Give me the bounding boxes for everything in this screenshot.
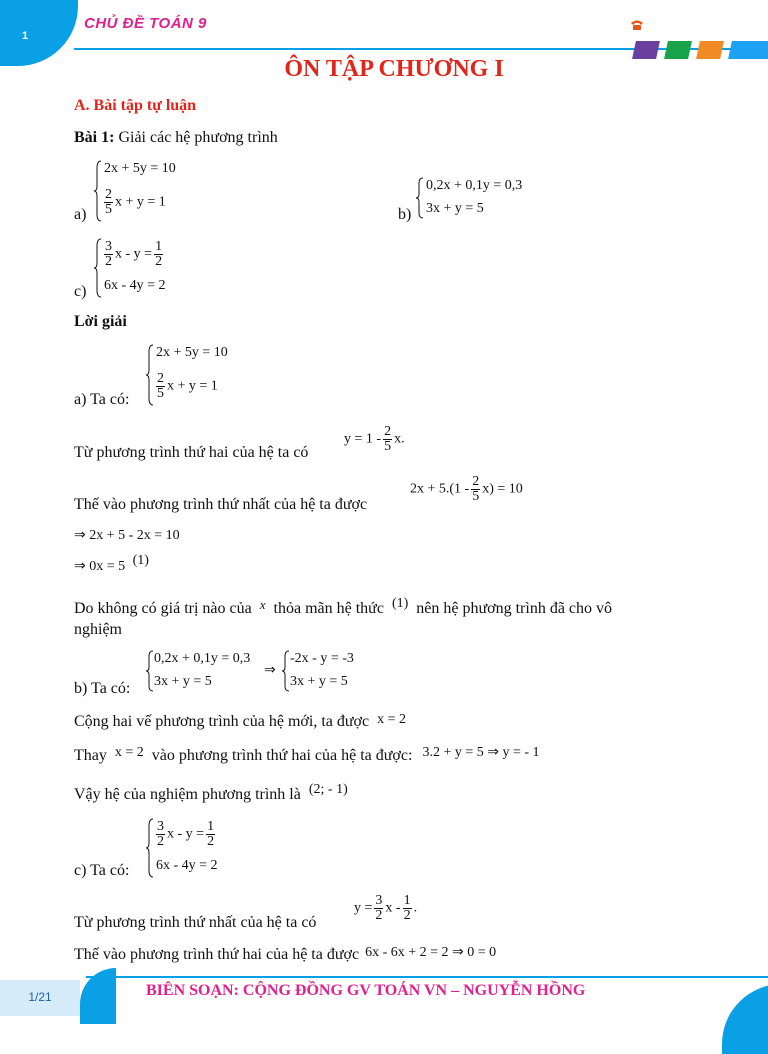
solution-a-conclusion-2: nghiệm [74,621,122,638]
solution-a-eq2: $\frac{2}{5}$ x + y = 1 [157,371,218,401]
solution-a-step4: ⇒ 0x = 5 (1) [74,553,149,574]
solution-c-step2: Thế vào phương trình thứ hai của hệ ta được 6x - 6x + 2 = 2 ⇒ 0 = 0 [74,945,497,963]
fraction: $\frac{1}{2}$ [403,893,411,923]
solution-c-eq2: 6x - 4y = 2 [156,858,218,873]
bai1-text: Giải các hệ phương trình [118,129,278,146]
problem-b-eq2: 3x + y = 5 [426,201,484,216]
solution-c-step1-math: y = $\frac{3}{2}$ x - $\frac{1}{2}$ . [354,893,418,923]
solution-a-step2: Thế vào phương trình thứ nhất của hệ ta được [74,496,368,513]
phone-icon [630,18,644,30]
section-a-heading: A. Bài tập tự luận [74,97,197,114]
solution-b-arrow: ⇒ [264,663,276,678]
solution-b-conclusion: Vậy hệ của nghiệm phương trình là (2; - 1) [74,782,348,803]
solution-c-brace [146,818,154,883]
fraction: $\frac{2}{5}$ [105,187,112,217]
fraction: $\frac{2}{5}$ [157,371,164,401]
solution-b-step1: Cộng hai vế phương trình của hệ mới, ta được x = 2 [74,712,407,730]
fraction: $\frac{3}{2}$ [375,893,383,923]
solution-heading: Lời giải [74,313,127,330]
page-title: ÔN TẬP CHƯƠNG I [284,56,504,82]
topic-title: CHỦ ĐỀ TOÁN 9 [84,15,207,32]
fraction: $\frac{2}{5}$ [472,474,480,504]
solution-a-eq1: 2x + 5y = 10 [156,345,228,360]
solution-a-conclusion: Do không có giá trị nào của $^x$ thỏa mãn hệ thức (1) nên hệ phương trình đã cho vô [74,596,613,617]
solution-a-step3: ⇒ 2x + 5 - 2x = 10 [74,528,180,543]
problem-a-label: a) [74,206,87,223]
solution-a-brace [146,344,154,411]
footer-author [146,982,585,1000]
solution-b-right-eq1: -2x - y = -3 [290,651,354,666]
solution-b-brace-right [282,650,290,697]
problem-b-brace [416,177,424,224]
solution-b-step2: Thay x = 2 vào phương trình thứ hai của hệ ta được: 3.2 + y = 5 ⇒ y = - 1 [74,745,540,764]
page-number: 1 [22,30,29,42]
fraction: $\frac{1}{2}$ [207,819,215,849]
solution-b-right-eq2: 3x + y = 5 [290,674,348,689]
problem-b-eq1: 0,2x + 0,1y = 0,3 [426,178,523,193]
solution-c-eq1: $\frac{3}{2}$ x - y = $\frac{1}{2}$ [157,819,215,849]
solution-c-intro: c) Ta có: [74,862,130,879]
footer-page-number: 1/21 [28,990,52,1004]
solution-b-left-eq1: 0,2x + 0,1y = 0,3 [154,651,251,666]
solution-c-step1: Từ phương trình thứ nhất của hệ ta có [74,914,317,931]
header-rule [74,48,768,50]
solution-a-step1: Từ phương trình thứ hai của hệ ta có [74,444,309,461]
solution-a-intro: a) Ta có: [74,391,130,408]
solution-b-left-eq2: 3x + y = 5 [154,674,212,689]
footer-rule [86,976,768,978]
footer-author-label: BIÊN SOẠN: [146,982,239,999]
problem-a-eq2: $\frac{2}{5}$ x + y = 1 [105,187,166,217]
problem-c-brace [94,238,102,303]
problem-a-eq1: 2x + 5y = 10 [104,161,176,176]
variable-x: x [259,597,266,612]
footer-right-bubble [722,984,768,1054]
problem-a-brace [94,160,102,227]
problem-c-eq1: $\frac{3}{2}$ x - y = $\frac{1}{2}$ [105,239,163,269]
solution-a-step2-math: 2x + 5.(1 - $\frac{2}{5}$ x) = 10 [410,474,523,504]
fraction: $\frac{1}{2}$ [155,239,163,269]
bai1-label: Bài 1: [74,129,115,146]
solution-b-brace-left [146,650,154,697]
problem-c-eq2: 6x - 4y = 2 [104,278,166,293]
solution-b-intro: b) Ta có: [74,680,131,697]
bai1-heading [74,129,278,147]
problem-b-label: b) [398,206,412,223]
solution-a-step1-math: y = 1 - $\frac{2}{5}$ x. [344,424,405,454]
fraction: $\frac{3}{2}$ [157,819,164,849]
footer-author-name: CỘNG ĐỒNG GV TOÁN VN – NGUYỄN HỒNG [242,982,586,999]
fraction: $\frac{2}{5}$ [384,424,392,454]
fraction: $\frac{3}{2}$ [105,239,112,269]
problem-c-label: c) [74,283,87,300]
